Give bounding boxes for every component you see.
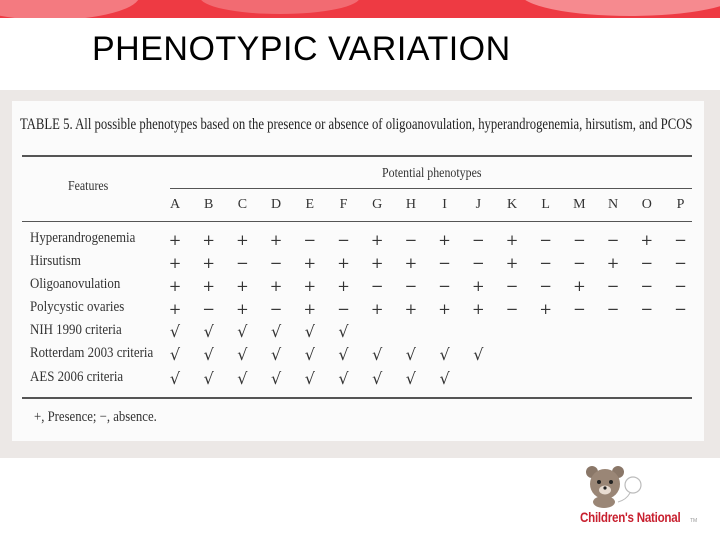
table-cell: + [269,277,283,295]
table-cell: − [539,277,552,295]
table-cell: √ [304,345,315,364]
table-cell: − [505,277,519,295]
table-cell: + [404,254,418,272]
table-cell: + [438,231,451,249]
table-cell: − [202,300,215,318]
table-cell: √ [270,322,282,341]
row-label: AES 2006 criteria [30,369,124,385]
table-cell: − [674,277,687,295]
table-caption: TABLE 5. All possible phenotypes based on the presence or absence of oligoanovulation, hyperandrogenemia, hirsutism, and PCOS [20,116,693,133]
table-cell: + [337,277,350,295]
table-cell: − [438,254,451,272]
table-footnote: +, Presence; −, absence. [34,409,157,425]
table-cell: − [438,277,451,295]
table-cell: √ [338,322,349,341]
column-header: E [305,197,315,212]
table-cell: + [337,254,350,272]
table-cell: + [303,254,317,272]
table-cell: − [573,254,586,272]
table-image [12,101,704,441]
table-cell: √ [203,322,214,341]
table-cell: + [168,300,182,318]
column-header: L [541,197,550,212]
table-cell: + [539,300,552,318]
table-cell: √ [372,345,383,364]
table-cell: − [674,231,687,249]
table-cell: + [269,231,283,249]
table-cell: √ [372,369,383,388]
column-header: K [506,197,518,212]
phenotype-header-rule [170,188,692,189]
row-label: NIH 1990 criteria [30,322,122,338]
row-label: Hyperandrogenemia [30,230,136,246]
table-cell: √ [169,369,181,388]
table-cell: + [236,277,249,295]
slide-title: PHENOTYPIC VARIATION [92,30,511,68]
column-header: O [641,197,652,212]
table-cell: √ [169,322,181,341]
table-cell: √ [237,322,248,341]
row-label: Polycystic ovaries [30,299,125,315]
logo-text: Children's National [580,510,681,525]
table-cell: √ [304,369,315,388]
column-header: I [442,197,447,212]
table-cell: + [202,254,215,272]
column-header: G [372,197,383,212]
table-cell: √ [237,345,248,364]
table-cell: − [573,231,586,249]
table-cell: − [236,254,249,272]
table-cell: √ [338,345,349,364]
table-cell: + [303,277,317,295]
table-cell: − [640,277,654,295]
table-cell: − [472,254,485,272]
table-cell: − [404,231,418,249]
table-cell: − [269,254,283,272]
table-cell: + [438,300,451,318]
header-bottom-rule [22,221,692,222]
table-cell: − [472,231,485,249]
row-label: Oligoanovulation [30,276,121,292]
table-cell: − [303,231,317,249]
table-cell: √ [169,345,181,364]
table-cell: + [168,254,182,272]
table-cell: + [236,231,249,249]
logo-trademark: TM [690,518,698,524]
table-cell: + [168,231,182,249]
row-label: Rotterdam 2003 criteria [30,345,154,361]
table-cell: + [168,277,182,295]
table-cell: − [337,300,350,318]
column-header: H [405,197,416,212]
table-cell: + [606,254,620,272]
table-cell: − [269,300,283,318]
table-cell: √ [338,369,349,388]
column-header: A [169,197,181,212]
column-header: J [475,197,482,212]
table-cell: + [236,300,249,318]
table-cell: − [606,231,620,249]
table-cell: √ [203,369,214,388]
table-cell: − [337,231,350,249]
table-cell: √ [439,345,450,364]
features-header: Features [68,179,109,194]
teddy-bear-balloon-icon [586,466,641,508]
table-cell: − [505,300,519,318]
table-cell: − [370,277,384,295]
table-cell: − [539,254,552,272]
table-cell: + [370,300,384,318]
table-cell: √ [405,369,416,388]
table-cell: + [303,300,317,318]
column-header: N [608,197,619,212]
phenotypes-header: Potential phenotypes [382,166,482,181]
table-cell: √ [270,345,282,364]
table-cell: − [674,300,687,318]
band-shape [200,0,360,14]
top-decorative-band [0,0,720,18]
table-cell: + [202,231,215,249]
table-cell: − [606,277,620,295]
band-shape [0,0,140,18]
table-cell: √ [405,345,416,364]
table-cell: √ [473,345,484,364]
table-cell: + [370,231,384,249]
table-bottom-rule [22,397,692,399]
table-cell: + [202,277,215,295]
column-header: P [676,197,685,212]
table-cell: √ [237,369,248,388]
table-cell: − [404,277,418,295]
table-cell: − [674,254,687,272]
table-cell: − [573,300,586,318]
table-cell: + [640,231,654,249]
table-cell: + [472,300,485,318]
column-header: F [339,197,348,212]
table-cell: √ [203,345,214,364]
table-cell: + [505,231,519,249]
table-cell: √ [439,369,450,388]
table-cell: + [404,300,418,318]
band-shape [520,0,720,16]
table-cell: √ [270,369,282,388]
row-label: Hirsutism [30,253,81,269]
column-header: M [573,197,586,212]
table-cell: + [505,254,519,272]
table-cell: − [539,231,552,249]
table-cell: + [472,277,485,295]
table-cell: + [370,254,384,272]
table-cell: − [640,300,654,318]
table-cell: − [606,300,620,318]
table-cell: − [640,254,654,272]
table-cell: + [573,277,586,295]
column-header: D [271,197,282,212]
table-cell: √ [304,322,315,341]
column-header: B [204,197,214,212]
table-top-rule [22,155,692,157]
column-header: C [237,197,248,212]
